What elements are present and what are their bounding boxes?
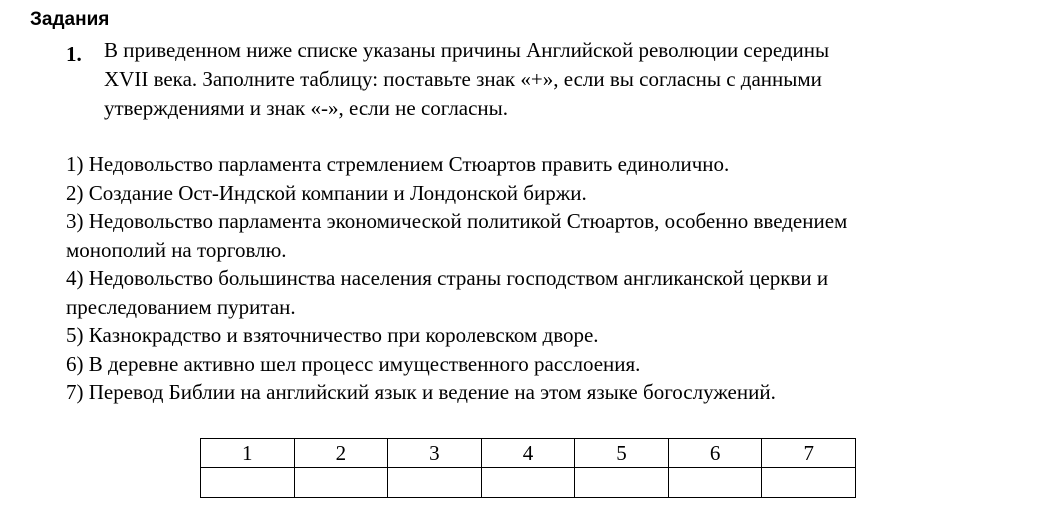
task-instructions-line: XVII века. Заполните таблицу: поставьте знак «+», если вы согласны с данными [104, 67, 822, 91]
section-heading: Задания [30, 9, 110, 30]
answer-cell[interactable] [481, 468, 575, 498]
answer-cell[interactable] [575, 468, 669, 498]
statement-line: 7) Перевод Библии на английский язык и ведение на этом языке богослужений. [66, 380, 776, 404]
answer-cell[interactable] [762, 468, 856, 498]
answer-table-header-cell: 4 [481, 439, 575, 468]
statement-item [66, 207, 1041, 264]
statement-item [66, 321, 1041, 350]
answer-table-answer-row [201, 468, 856, 498]
answer-cell[interactable] [201, 468, 295, 498]
statement-item [66, 350, 1041, 379]
statement-item [66, 150, 1041, 179]
answer-table [200, 438, 856, 498]
statement-item [66, 179, 1041, 208]
statement-line: 5) Казнокрадство и взяточничество при королевском дворе. [66, 323, 599, 347]
statement-line: преследованием пуритан. [66, 294, 296, 319]
statement-line: 6) В деревне активно шел процесс имущественного расслоения. [66, 351, 641, 376]
answer-table-header-cell: 1 [201, 439, 295, 468]
statement-item [66, 378, 1041, 407]
answer-cell[interactable] [668, 468, 762, 498]
answer-table-header-cell: 2 [294, 439, 388, 468]
statement-line: монополий на торговлю. [66, 237, 287, 262]
answer-table-header-cell: 7 [762, 439, 856, 468]
statement-line: 1) Недовольство парламента стремлением Стюартов править единолично. [66, 152, 730, 176]
statement-item [66, 264, 1041, 321]
answer-table-header-cell: 6 [668, 439, 762, 468]
statement-line: 3) Недовольство парламента экономической политикой Стюартов, особенно введением [66, 209, 848, 233]
task-instructions-line: В приведенном ниже списке указаны причины Английской революции середины [104, 38, 830, 62]
task-instructions [104, 36, 1034, 123]
task-number: 1. [66, 42, 82, 66]
answer-table-header-cell: 3 [388, 439, 482, 468]
statement-line: 2) Создание Ост-Индской компании и Лондонской биржи. [66, 180, 587, 205]
answer-cell[interactable] [294, 468, 388, 498]
answer-cell[interactable] [388, 468, 482, 498]
statements-list [66, 150, 1041, 407]
statement-line: 4) Недовольство большинства населения страны господством англиканской церкви и [66, 266, 829, 290]
answer-table-header-row [201, 439, 856, 468]
answer-table-header-cell: 5 [575, 439, 669, 468]
task-instructions-line: утверждениями и знак «-», если не согласны. [104, 96, 509, 120]
